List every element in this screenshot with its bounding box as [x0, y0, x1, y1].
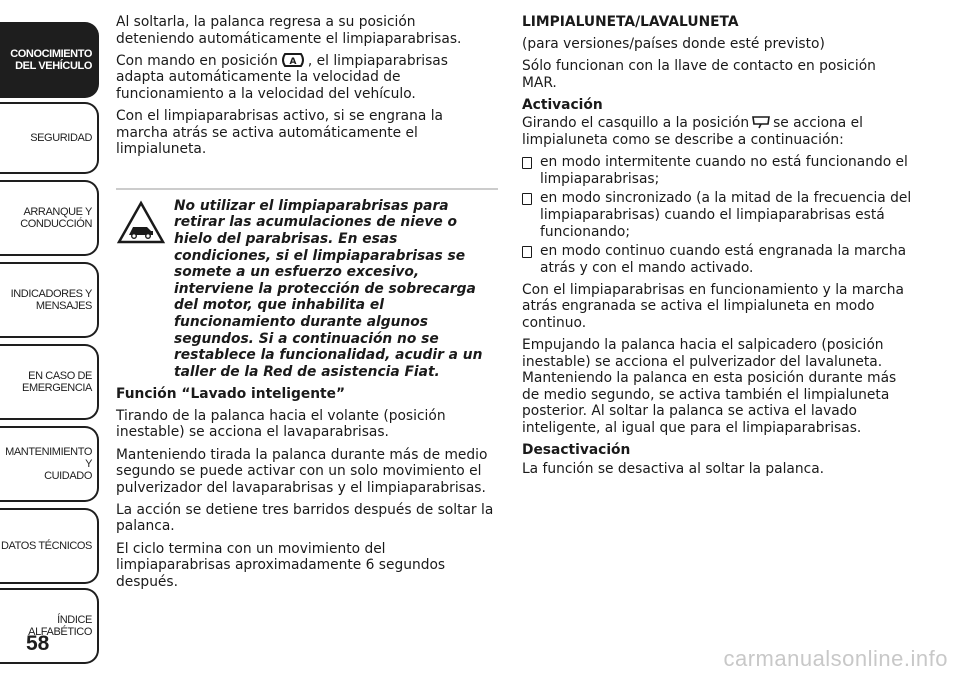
watermark: carmanualsonline.info — [723, 646, 948, 671]
svg-text:A: A — [289, 56, 297, 67]
list-item: en modo intermitente cuando no está funcionando el limpiaparabrisas; — [522, 154, 914, 187]
checkbox-bullet-icon — [522, 246, 532, 258]
paragraph: Sólo funcionan con la llave de contacto en posición MAR. — [522, 58, 876, 91]
warning-text: No utilizar el limpiaparabrisas para retirar las acumulaciones de nieve o hielo del parabrisas. En esas condiciones, si el limpiaparabrisas se somete a un esfuerzo excesivo, interviene la protección de sobrecarga del motor, que inhabilita el funcionamiento durante algunos segundos. Si a continuación no se restablece la funcionalidad, acudir a un taller de la Red de asistencia Fiat. — [174, 197, 483, 380]
section-subtitle: (para versiones/países donde esté previsto) — [522, 36, 825, 53]
tab-indice-alfabetico[interactable]: ÍNDICE ALFABÉTICO — [0, 588, 99, 664]
right-column — [522, 14, 914, 483]
tab-datos-tecnicos[interactable]: DATOS TÉCNICOS — [0, 508, 99, 584]
left-column — [116, 14, 498, 596]
tab-en-caso-de-emergencia[interactable]: EN CASO DE EMERGENCIA — [0, 344, 99, 420]
paragraph: Con mando en posición A , el limpiaparabrisas adapta automáticamente la velocidad de funcionamiento a la velocidad del vehículo. — [116, 52, 448, 102]
auto-wiper-icon — [280, 53, 306, 67]
paragraph: Con el limpiaparabrisas en funcionamiento y la marcha atrás engranada se activa el limpialuneta en modo continuo. — [522, 281, 904, 331]
paragraph: Empujando la palanca hacia el salpicadero (posición inestable) se acciona el pulverizador del lavaluneta. Manteniendo la palanca en esta posición durante más de medio segundo, se activa también el limpialuneta posterior. Al soltar la palanca se activa el lavado inteligente, al igual que para el limpiaparabrisas. — [522, 337, 897, 437]
activation-modes-list — [522, 154, 914, 276]
paragraph: Girando el casquillo a la posición se acciona el limpialuneta como se describe a continuación: — [522, 115, 863, 149]
tab-mantenimiento-y-cuidado[interactable]: MANTENIMIENTO Y CUIDADO — [0, 426, 99, 502]
section-title: Función “Lavado inteligente” — [116, 385, 346, 402]
rear-wiper-icon — [751, 115, 771, 129]
list-item: en modo sincronizado (a la mitad de la frecuencia del limpiaparabrisas) cuando el limpiaparabrisas está funcionando; — [522, 190, 914, 240]
tab-indicadores-y-mensajes[interactable]: INDICADORES Y MENSAJES — [0, 262, 99, 338]
warning-box — [116, 188, 498, 381]
paragraph: La acción se detiene tres barridos después de soltar la palanca. — [116, 501, 494, 535]
checkbox-bullet-icon — [522, 193, 532, 205]
paragraph: La función se desactiva al soltar la palanca. — [522, 460, 825, 477]
paragraph: Al soltarla, la palanca regresa a su posición deteniendo automáticamente el limpiaparabrisas. — [116, 14, 462, 47]
subheading-deactivation: Desactivación — [522, 442, 631, 459]
tab-arranque-y-conduccion[interactable]: ARRANQUE Y CONDUCCIÓN — [0, 180, 99, 256]
paragraph: Manteniendo tirada la palanca durante más de medio segundo se puede activar con un solo movimiento el pulverizador del lavaparabrisas y el limpiaparabrisas. — [116, 446, 488, 496]
paragraph: Tirando de la palanca hacia el volante (posición inestable) se acciona el lavaparabrisas. — [116, 407, 446, 441]
tab-conocimiento-del-vehiculo[interactable]: CONOCIMIENTO DEL VEHÍCULO — [0, 22, 99, 98]
page-number: 58 — [26, 632, 50, 655]
checkbox-bullet-icon — [522, 157, 532, 169]
list-item: en modo continuo cuando está engranada la marcha atrás y con el mando activado. — [522, 243, 914, 276]
subheading-activation: Activación — [522, 96, 603, 113]
section-heading: LIMPIALUNETA/LAVALUNETA — [522, 14, 739, 30]
paragraph: Con el limpiaparabrisas activo, si se engrana la marcha atrás se activa automáticamente el limpialuneta. — [116, 107, 444, 158]
paragraph: El ciclo termina con un movimiento del limpiaparabrisas aproximadamente 6 segundos después. — [116, 540, 446, 590]
warning-car-icon — [116, 200, 166, 246]
tab-seguridad[interactable]: SEGURIDAD — [0, 102, 99, 174]
